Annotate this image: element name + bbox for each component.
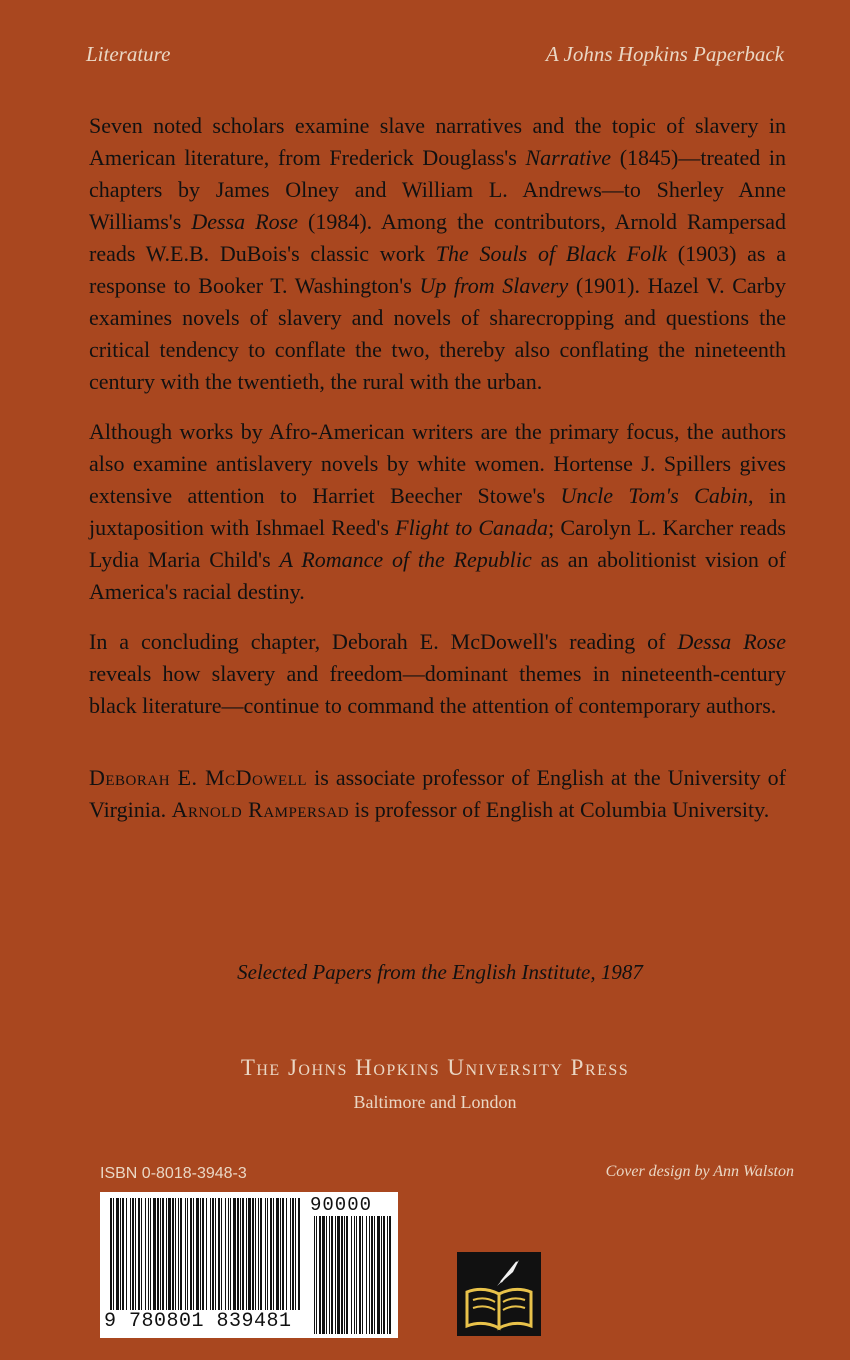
series-line: Selected Papers from the English Institute, 1987	[237, 960, 643, 984]
barcode-bar	[166, 1198, 167, 1310]
text-span: reveals how slavery and freedom—dominant themes in nineteenth-century black literature—continue to command the attention of contemporary authors.	[89, 661, 786, 718]
barcode-bar	[113, 1198, 114, 1310]
barcode-addon-bar	[319, 1216, 321, 1334]
barcode-bar	[162, 1198, 164, 1310]
barcode-addon-bar	[322, 1216, 325, 1334]
text-span: is associate professor of English at the University of Virginia.	[89, 765, 786, 822]
barcode-bar	[260, 1198, 262, 1310]
barcode-addon-bar	[329, 1216, 330, 1334]
barcode-addon-bar	[371, 1216, 373, 1334]
barcode-addon-bar	[362, 1216, 363, 1334]
barcode-bar	[225, 1198, 226, 1310]
barcode-bar	[215, 1198, 216, 1310]
barcode-bar	[202, 1198, 204, 1310]
title-italic: The Souls of Black Folk	[435, 241, 667, 266]
text-span: (1845)—treated in chapters by James Olney and William L. Andrews—to Sherley Anne Williams's	[89, 145, 787, 234]
barcode-bar	[255, 1198, 256, 1310]
barcode-bar	[138, 1198, 140, 1310]
text-span: ; Carolyn L. Karcher reads Lydia Maria Child's	[89, 515, 786, 572]
barcode-bar	[240, 1198, 241, 1310]
barcode-bar	[258, 1198, 259, 1310]
barcode-bar	[180, 1198, 182, 1310]
barcode-addon-bar	[354, 1216, 355, 1334]
barcode-bar	[168, 1198, 171, 1310]
barcode-addon-bar	[356, 1216, 357, 1334]
text-span: In a concluding chapter, Deborah E. McDowell's reading of	[89, 629, 678, 654]
paragraph-3	[89, 626, 786, 722]
text-span: (1903) as a response to Booker T. Washington's	[89, 241, 786, 298]
text-span: Seven noted scholars examine slave narratives and the topic of slavery in American literature, from Frederick Douglass's	[89, 113, 786, 170]
barcode-addon-bar	[316, 1216, 317, 1334]
barcode-addon-bar	[389, 1216, 391, 1334]
barcode-bar	[292, 1198, 294, 1310]
title-italic: Uncle Tom's Cabin	[560, 483, 748, 508]
barcode-bar	[110, 1198, 112, 1310]
title-italic: Flight to Canada	[395, 515, 549, 540]
barcode-bar	[265, 1198, 266, 1310]
barcode-bar	[190, 1198, 192, 1310]
series-label: A Johns Hopkins Paperback	[545, 42, 784, 66]
barcode-bar	[282, 1198, 284, 1310]
barcode-addon-bar	[346, 1216, 348, 1334]
barcode-bar	[153, 1198, 156, 1310]
barcode-addon-bar	[377, 1216, 380, 1334]
barcode-addon-bar	[331, 1216, 333, 1334]
barcode-bar	[200, 1198, 201, 1310]
publisher-city: Baltimore and London	[353, 1092, 517, 1112]
barcode-bar	[221, 1198, 222, 1310]
barcode-bar	[252, 1198, 254, 1310]
barcode-addon-bar	[359, 1216, 361, 1334]
barcode-bar	[150, 1198, 151, 1310]
barcode-bar	[286, 1198, 287, 1310]
barcode-bar	[206, 1198, 207, 1310]
text-span: , in juxtaposition with Ishmael Reed's	[89, 483, 786, 540]
barcode-addon-bar	[351, 1216, 352, 1334]
barcode-bar	[230, 1198, 231, 1310]
barcode-bar	[276, 1198, 279, 1310]
barcode-bar	[218, 1198, 220, 1310]
barcode-addon-bar	[369, 1216, 370, 1334]
description	[89, 110, 786, 844]
title-italic: Dessa Rose	[191, 209, 298, 234]
barcode-addon-bar	[341, 1216, 343, 1334]
barcode-bar	[148, 1198, 149, 1310]
barcode-addon-bar	[387, 1216, 388, 1334]
barcode-bar	[130, 1198, 131, 1310]
barcode-bar	[193, 1198, 194, 1310]
barcode-bar	[141, 1198, 142, 1310]
barcode-addon-bar	[337, 1216, 340, 1334]
author-name: Arnold Rampersad	[171, 797, 350, 822]
barcode-bar	[145, 1198, 146, 1310]
title-italic: Dessa Rose	[677, 629, 786, 654]
barcode-bar	[246, 1198, 247, 1310]
barcode-addon-bar	[344, 1216, 345, 1334]
barcode	[100, 1192, 398, 1338]
barcode-number: 9 780801 839481	[104, 1310, 292, 1333]
barcode-bar	[116, 1198, 119, 1310]
barcode-bar	[273, 1198, 274, 1310]
barcode-addon: 90000	[310, 1194, 373, 1216]
barcode-addon-bar	[366, 1216, 367, 1334]
barcode-bar	[242, 1198, 244, 1310]
open-book-quill-icon	[457, 1252, 541, 1336]
isbn-label: ISBN 0-8018-3948-3	[100, 1165, 247, 1182]
paragraph-1	[89, 110, 786, 398]
barcode-bar	[172, 1198, 174, 1310]
author-name: Deborah E. McDowell	[89, 765, 308, 790]
text-span: (1984). Among the contributors, Arnold Rampersad reads W.E.B. DuBois's classic work	[89, 209, 787, 266]
barcode-bar	[237, 1198, 239, 1310]
barcode-bar	[233, 1198, 236, 1310]
barcode-addon-bar	[381, 1216, 382, 1334]
barcode-addon-bar	[326, 1216, 327, 1334]
barcode-addon-bar	[383, 1216, 385, 1334]
barcode-bar	[132, 1198, 134, 1310]
text-span: as an abolitionist vision of America's racial destiny.	[89, 547, 786, 604]
barcode-bar	[212, 1198, 214, 1310]
barcode-bar	[295, 1198, 296, 1310]
barcode-bar	[298, 1198, 300, 1310]
barcode-bar	[267, 1198, 268, 1310]
barcode-bar	[185, 1198, 186, 1310]
title-italic: Up from Slavery	[419, 273, 569, 298]
barcode-bar	[210, 1198, 211, 1310]
barcode-addon-bar	[335, 1216, 336, 1334]
text-span: is professor of English at Columbia University.	[349, 797, 770, 822]
barcode-bar	[157, 1198, 159, 1310]
cover-credit: Cover design by Ann Walston	[605, 1163, 794, 1180]
barcode-bar	[187, 1198, 188, 1310]
category-label: Literature	[86, 42, 171, 66]
barcode-bar	[290, 1198, 291, 1310]
barcode-bar	[280, 1198, 281, 1310]
barcode-addon-bar	[374, 1216, 375, 1334]
barcode-bar	[175, 1198, 176, 1310]
author-bio	[89, 762, 786, 826]
barcode-bar	[228, 1198, 229, 1310]
barcode-bar	[120, 1198, 121, 1310]
text-span: Although works by Afro-American writers are the primary focus, the authors also examine antislavery novels by white women. Hortense J. Spillers gives extensive attention to Harriet Beecher Stowe's	[89, 419, 786, 508]
paragraph-2	[89, 416, 786, 608]
publisher-name: The Johns Hopkins University Press	[240, 1055, 630, 1080]
title-italic: Narrative	[525, 145, 612, 170]
barcode-bar	[135, 1198, 136, 1310]
barcode-bar	[196, 1198, 199, 1310]
barcode-bar	[178, 1198, 179, 1310]
barcode-bar	[122, 1198, 124, 1310]
barcode-bar	[270, 1198, 272, 1310]
barcode-addon-bar	[314, 1216, 315, 1334]
barcode-bar	[160, 1198, 161, 1310]
title-italic: A Romance of the Republic	[279, 547, 532, 572]
barcode-bar	[248, 1198, 251, 1310]
barcode-bar	[126, 1198, 127, 1310]
text-span: (1901). Hazel V. Carby examines novels of slavery and novels of sharecropping and questions the critical tendency to conflate the two, thereby also conflating the nineteenth century with the twentieth, the rural with the urban.	[89, 273, 786, 394]
